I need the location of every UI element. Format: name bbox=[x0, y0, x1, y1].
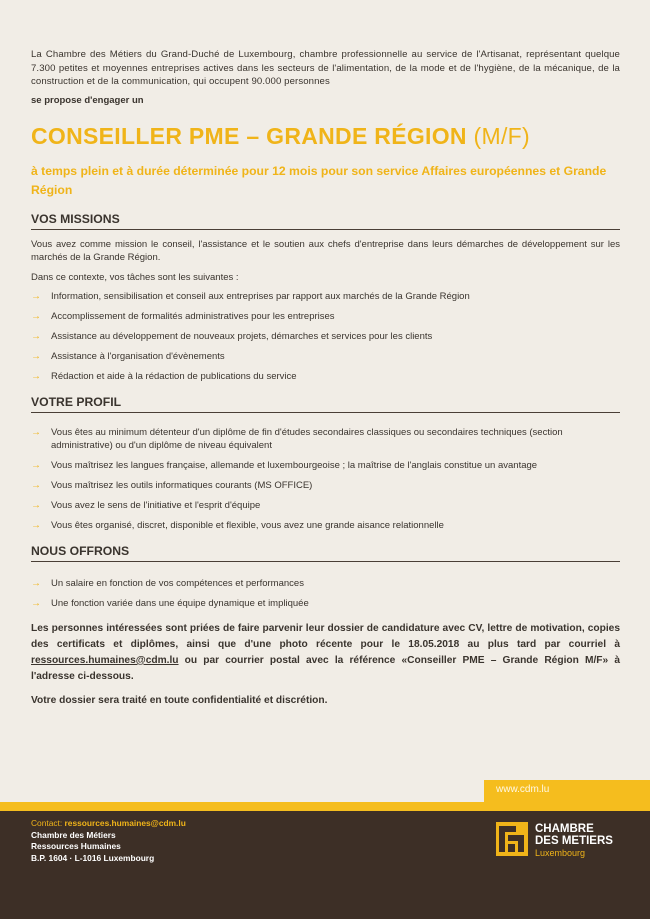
logo-line-1: CHAMBRE bbox=[535, 823, 594, 835]
list-item bbox=[31, 330, 620, 343]
list-item bbox=[31, 519, 620, 532]
list-item bbox=[31, 370, 620, 383]
missions-context: Dans ce contexte, vos tâches sont les suivantes : bbox=[31, 271, 239, 283]
footer-contact bbox=[31, 818, 186, 864]
arrow-right-icon: → bbox=[31, 480, 41, 492]
address-line-2: Ressources Humaines bbox=[31, 841, 121, 851]
arrow-right-icon: → bbox=[31, 520, 41, 532]
list-item bbox=[31, 597, 620, 610]
arrow-right-icon: → bbox=[31, 310, 41, 322]
arrow-right-icon: → bbox=[31, 460, 41, 472]
job-title-main: CONSEILLER PME – GRANDE RÉGION bbox=[31, 122, 467, 149]
application-email-link[interactable]: ressources.humaines@cdm.lu bbox=[31, 654, 179, 666]
list-item-text: Information, sensibilisation et conseil aux entreprises par rapport aux marchés de la Grande Région bbox=[51, 291, 470, 302]
job-subtitle: à temps plein et à durée déterminée pour 12 mois pour son service Affaires européennes et Grande Région bbox=[31, 163, 607, 197]
propose-line: se propose d'engager un bbox=[31, 94, 144, 106]
list-item bbox=[31, 577, 620, 590]
address-line-1: Chambre des Métiers bbox=[31, 829, 116, 840]
list-item-text: Vous avez le sens de l'initiative et l'esprit d'équipe bbox=[51, 500, 261, 512]
logo-line-2: DES METIERS bbox=[535, 835, 613, 847]
section-offrons-heading: NOUS OFFRONS bbox=[31, 544, 620, 562]
job-title-suffix: (M/F) bbox=[473, 122, 530, 149]
arrow-right-icon: → bbox=[31, 427, 41, 439]
list-item bbox=[31, 479, 620, 492]
closing-part2: ou par courrier postal avec la référence «Conseiller PME – Grande Région M/F» à l'adresse ci-dessous. bbox=[31, 654, 620, 682]
section-missions-heading: VOS MISSIONS bbox=[31, 212, 620, 230]
list-item-text: Assistance au développement de nouveaux projets, démarches et services pour les clients bbox=[51, 330, 433, 342]
list-item-text: Assistance à l'organisation d'évènements bbox=[51, 350, 225, 362]
contact-email-link[interactable]: ressources.humaines@cdm.lu bbox=[64, 818, 186, 828]
list-item bbox=[31, 290, 620, 303]
arrow-right-icon: → bbox=[31, 578, 41, 590]
list-item bbox=[31, 426, 620, 453]
confidentiality-note: Votre dossier sera traité en toute confidentialité et discrétion. bbox=[31, 694, 328, 706]
list-item bbox=[31, 459, 620, 472]
arrow-right-icon: → bbox=[31, 370, 41, 382]
footer-yellow-band bbox=[0, 802, 484, 811]
list-item-text: Vous maîtrisez les langues française, allemande et luxembourgeoise ; la maîtrise de l'anglais constitue un avantage bbox=[51, 460, 538, 472]
job-title bbox=[31, 123, 620, 150]
profil-list bbox=[31, 426, 620, 532]
list-item bbox=[31, 310, 620, 323]
arrow-right-icon: → bbox=[31, 350, 41, 362]
application-instructions bbox=[31, 621, 620, 685]
cdm-logo-icon bbox=[496, 822, 528, 856]
arrow-right-icon: → bbox=[31, 598, 41, 610]
list-item-text: Un salaire en fonction de vos compétences et performances bbox=[51, 578, 304, 590]
offrons-list bbox=[31, 577, 620, 610]
intro-paragraph: La Chambre des Métiers du Grand-Duché de Luxembourg, chambre professionnelle au service de l'Artisanat, représentant quelque 7.300 petites et moyennes entreprises actives dans les secteurs de l'alimentation, de la mode et de l'hygiène, de la mécanique, de la construction et de la communication, qui occupent 90.000 personnes bbox=[31, 49, 620, 88]
section-profil-heading: VOTRE PROFIL bbox=[31, 395, 620, 413]
arrow-right-icon: → bbox=[31, 291, 41, 302]
address-line-3: B.P. 1604 · L-1016 Luxembourg bbox=[31, 852, 155, 863]
job-offer bbox=[31, 48, 620, 706]
arrow-right-icon: → bbox=[31, 500, 41, 512]
logo-sub: Luxembourg bbox=[535, 848, 586, 858]
logo-wordmark bbox=[535, 823, 613, 859]
contact-label: Contact: bbox=[31, 818, 63, 828]
arrow-right-icon: → bbox=[31, 330, 41, 342]
list-item-text: Une fonction variée dans une équipe dynamique et impliquée bbox=[51, 598, 309, 610]
list-item-text: Rédaction et aide à la rédaction de publications du service bbox=[51, 370, 297, 382]
list-item-text: Vous maîtrisez les outils informatiques courants (MS OFFICE) bbox=[51, 480, 313, 492]
list-item bbox=[31, 350, 620, 363]
list-item-text: Vous êtes au minimum détenteur d'un diplôme de fin d'études secondaires classiques ou secondaires techniques (section administrative) ou d'un diplôme de niveau équivalent bbox=[51, 427, 563, 452]
list-item-text: Vous êtes organisé, discret, disponible et flexible, vous avez une grande aisance relationnelle bbox=[51, 520, 444, 532]
list-item-text: Accomplissement de formalités administratives pour les entreprises bbox=[51, 310, 335, 322]
list-item bbox=[31, 499, 620, 512]
missions-intro: Vous avez comme mission le conseil, l'assistance et le soutien aux chefs d'entreprise dans leurs démarches de développement sur les marchés de la Grande Région. bbox=[31, 238, 620, 264]
missions-list bbox=[31, 290, 620, 383]
closing-part1: Les personnes intéressées sont priées de faire parvenir leur dossier de candidature avec CV, lettre de motivation, copies des certificats et diplômes, ainsi que d'une photo récente pour le 18.05.2018 au plus tard par courriel à bbox=[31, 622, 620, 650]
website-link[interactable]: www.cdm.lu bbox=[496, 784, 550, 795]
